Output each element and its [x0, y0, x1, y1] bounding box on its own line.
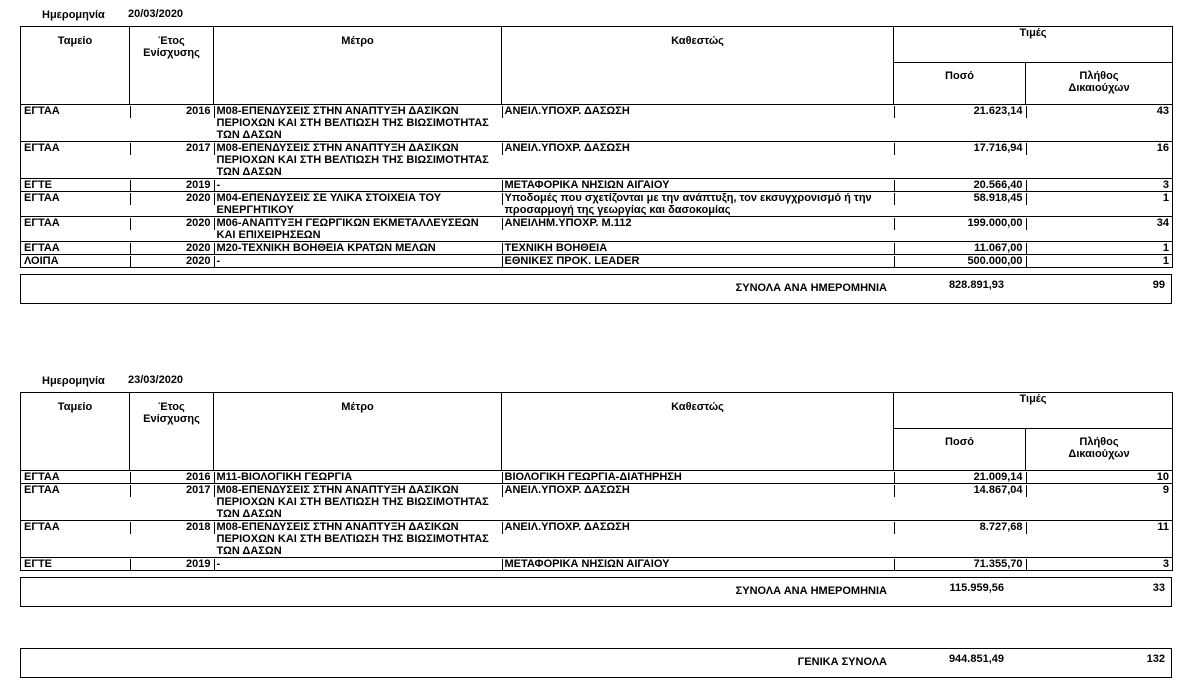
- cell-year: 2019: [130, 179, 214, 192]
- report-section-2: [20, 372, 1172, 607]
- date-label: Ημερομηνία: [42, 9, 105, 21]
- cell-year: 2017: [130, 484, 214, 521]
- header-tameio: Ταμείο: [21, 27, 130, 105]
- date-line: [20, 372, 1172, 392]
- cell-fund: ΕΓΤΑΑ: [21, 217, 130, 242]
- cell-amount: 11.067,00: [894, 242, 1026, 255]
- table-row: [21, 242, 1173, 255]
- cell-amount: 17.716,94: [894, 142, 1026, 179]
- cell-measure: -: [214, 179, 502, 192]
- cell-year: 2016: [130, 105, 214, 142]
- cell-measure: Μ04-ΕΠΕΝΔΥΣΕΙΣ ΣΕ ΥΛΙΚΑ ΣΤΟΙΧΕΙΑ ΤΟΥ ΕΝΕΡΓΗΤΙΚΟΥ: [214, 192, 502, 217]
- table-row: [21, 484, 1173, 521]
- cell-fund: ΕΓΤΑΑ: [21, 192, 130, 217]
- cell-year: 2016: [130, 471, 214, 484]
- cell-fund: ΛΟΙΠΑ: [21, 255, 130, 268]
- header-etos: Έτος Ενίσχυσης: [130, 27, 214, 105]
- cell-fund: ΕΓΤΕ: [21, 179, 130, 192]
- cell-measure: Μ20-ΤΕΧΝΙΚΗ ΒΟΗΘΕΙΑ ΚΡΑΤΩΝ ΜΕΛΩΝ: [214, 242, 502, 255]
- cell-status: ΜΕΤΑΦΟΡΙΚΑ ΝΗΣΙΩΝ ΑΙΓΑΙΟΥ: [502, 179, 894, 192]
- header-etos: Έτος Ενίσχυσης: [130, 393, 214, 471]
- header-metro: Μέτρο: [214, 393, 502, 471]
- cell-fund: ΕΓΤΑΑ: [21, 142, 130, 179]
- cell-amount: 58.918,45: [894, 192, 1026, 217]
- cell-year: 2020: [130, 217, 214, 242]
- cell-count: 1: [1026, 192, 1173, 217]
- header-tameio: Ταμείο: [21, 393, 130, 471]
- header-times: Τιμές: [894, 393, 1173, 429]
- totals-label: ΣΥΝΟΛΑ ΑΝΑ ΗΜΕΡΟΜΗΝΙΑ: [735, 282, 887, 294]
- table-row: [21, 558, 1173, 571]
- table-row: [21, 217, 1173, 242]
- cell-year: 2017: [130, 142, 214, 179]
- cell-measure: Μ08-ΕΠΕΝΔΥΣΕΙΣ ΣΤΗΝ ΑΝΑΠΤΥΞΗ ΔΑΣΙΚΩΝ ΠΕΡΙΟΧΩΝ ΚΑΙ ΣΤΗ ΒΕΛΤΙΩΣΗ ΤΗΣ ΒΙΩΣΙΜΟΤΗΤΑΣ ΤΩΝ ΔΑΣΩΝ: [214, 521, 502, 558]
- cell-status: ΑΝΕΙΛ.ΥΠΟΧΡ. ΔΑΣΩΣΗ: [502, 484, 894, 521]
- table-row: [21, 105, 1173, 142]
- cell-fund: ΕΓΤΑΑ: [21, 484, 130, 521]
- cell-count: 34: [1026, 217, 1173, 242]
- cell-status: Υποδομές που σχετίζονται με την ανάπτυξη, τον εκσυγχρονισμό ή την προσαρμογή της γεωργίας και δασοκομίας: [502, 192, 894, 217]
- header-poso: Ποσό: [894, 63, 1026, 105]
- cell-measure: -: [214, 255, 502, 268]
- cell-year: 2020: [130, 192, 214, 217]
- cell-measure: Μ06-ΑΝΑΠΤΥΞΗ ΓΕΩΡΓΙΚΩΝ ΕΚΜΕΤΑΛΛΕΥΣΕΩΝ ΚΑΙ ΕΠΙΧΕΙΡΗΣΕΩΝ: [214, 217, 502, 242]
- cell-year: 2019: [130, 558, 214, 571]
- cell-fund: ΕΓΤΑΑ: [21, 471, 130, 484]
- cell-amount: 20.566,40: [894, 179, 1026, 192]
- cell-amount: 14.867,04: [894, 484, 1026, 521]
- date-line: [20, 6, 1172, 26]
- header-plithos: Πλήθος Δικαιούχων: [1026, 63, 1173, 105]
- cell-measure: Μ11-ΒΙΟΛΟΓΙΚΗ ΓΕΩΡΓΙΑ: [214, 471, 502, 484]
- table-row: [21, 142, 1173, 179]
- report-section-1: [20, 6, 1172, 304]
- header-kathestos: Καθεστώς: [502, 393, 894, 471]
- cell-count: 3: [1026, 558, 1173, 571]
- cell-fund: ΕΓΤΑΑ: [21, 242, 130, 255]
- table-row: [21, 471, 1173, 484]
- cell-status: ΑΝΕΙΛ.ΥΠΟΧΡ. ΔΑΣΩΣΗ: [502, 521, 894, 558]
- cell-count: 43: [1026, 105, 1173, 142]
- report-table: [20, 392, 1173, 571]
- cell-count: 11: [1026, 521, 1173, 558]
- table-row: [21, 179, 1173, 192]
- cell-count: 3: [1026, 179, 1173, 192]
- cell-status: ΑΝΕΙΛΗΜ.ΥΠΟΧΡ. Μ.112: [502, 217, 894, 242]
- cell-count: 1: [1026, 242, 1173, 255]
- cell-fund: ΕΓΤΑΑ: [21, 105, 130, 142]
- date-value: 23/03/2020: [128, 374, 184, 386]
- cell-count: 10: [1026, 471, 1173, 484]
- report-table: [20, 26, 1173, 268]
- grand-totals-box: [20, 648, 1172, 678]
- cell-measure: -: [214, 558, 502, 571]
- header-poso: Ποσό: [894, 429, 1026, 471]
- header-metro: Μέτρο: [214, 27, 502, 105]
- cell-amount: 21.623,14: [894, 105, 1026, 142]
- cell-amount: 71.355,70: [894, 558, 1026, 571]
- cell-fund: ΕΓΤΑΑ: [21, 521, 130, 558]
- cell-amount: 500.000,00: [894, 255, 1026, 268]
- cell-status: ΑΝΕΙΛ.ΥΠΟΧΡ. ΔΑΣΩΣΗ: [502, 142, 894, 179]
- header-kathestos: Καθεστώς: [502, 27, 894, 105]
- header-plithos: Πλήθος Δικαιούχων: [1026, 429, 1173, 471]
- cell-year: 2020: [130, 242, 214, 255]
- totals-amount: 115.959,56: [949, 582, 1004, 594]
- cell-amount: 21.009,14: [894, 471, 1026, 484]
- cell-status: ΒΙΟΛΟΓΙΚΗ ΓΕΩΡΓΙΑ-ΔΙΑΤΗΡΗΣΗ: [502, 471, 894, 484]
- table-row: [21, 255, 1173, 268]
- totals-label: ΣΥΝΟΛΑ ΑΝΑ ΗΜΕΡΟΜΗΝΙΑ: [735, 585, 887, 597]
- cell-amount: 8.727,68: [894, 521, 1026, 558]
- cell-status: ΕΘΝΙΚΕΣ ΠΡΟΚ. LEADER: [502, 255, 894, 268]
- cell-count: 9: [1026, 484, 1173, 521]
- table-row: [21, 521, 1173, 558]
- cell-count: 16: [1026, 142, 1173, 179]
- cell-year: 2018: [130, 521, 214, 558]
- date-totals-box: [20, 577, 1172, 607]
- table-row: [21, 192, 1173, 217]
- header-times: Τιμές: [894, 27, 1173, 63]
- cell-count: 1: [1026, 255, 1173, 268]
- cell-status: ΤΕΧΝΙΚΗ ΒΟΗΘΕΙΑ: [502, 242, 894, 255]
- date-label: Ημερομηνία: [42, 375, 105, 387]
- totals-count: 33: [1152, 582, 1165, 594]
- cell-measure: Μ08-ΕΠΕΝΔΥΣΕΙΣ ΣΤΗΝ ΑΝΑΠΤΥΞΗ ΔΑΣΙΚΩΝ ΠΕΡΙΟΧΩΝ ΚΑΙ ΣΤΗ ΒΕΛΤΙΩΣΗ ΤΗΣ ΒΙΩΣΙΜΟΤΗΤΑΣ ΤΩΝ ΔΑΣΩΝ: [214, 142, 502, 179]
- cell-measure: Μ08-ΕΠΕΝΔΥΣΕΙΣ ΣΤΗΝ ΑΝΑΠΤΥΞΗ ΔΑΣΙΚΩΝ ΠΕΡΙΟΧΩΝ ΚΑΙ ΣΤΗ ΒΕΛΤΙΩΣΗ ΤΗΣ ΒΙΩΣΙΜΟΤΗΤΑΣ ΤΩΝ ΔΑΣΩΝ: [214, 484, 502, 521]
- date-totals-box: [20, 274, 1172, 304]
- grand-totals-count: 132: [1146, 653, 1165, 665]
- cell-measure: Μ08-ΕΠΕΝΔΥΣΕΙΣ ΣΤΗΝ ΑΝΑΠΤΥΞΗ ΔΑΣΙΚΩΝ ΠΕΡΙΟΧΩΝ ΚΑΙ ΣΤΗ ΒΕΛΤΙΩΣΗ ΤΗΣ ΒΙΩΣΙΜΟΤΗΤΑΣ ΤΩΝ ΔΑΣΩΝ: [214, 105, 502, 142]
- cell-amount: 199.000,00: [894, 217, 1026, 242]
- date-value: 20/03/2020: [128, 8, 184, 20]
- totals-count: 99: [1152, 279, 1165, 291]
- grand-totals-label: ΓΕΝΙΚΑ ΣΥΝΟΛΑ: [797, 656, 887, 668]
- grand-totals-amount: 944.851,49: [948, 653, 1004, 665]
- totals-amount: 828.891,93: [948, 279, 1004, 291]
- cell-year: 2020: [130, 255, 214, 268]
- cell-fund: ΕΓΤΕ: [21, 558, 130, 571]
- cell-status: ΜΕΤΑΦΟΡΙΚΑ ΝΗΣΙΩΝ ΑΙΓΑΙΟΥ: [502, 558, 894, 571]
- cell-status: ΑΝΕΙΛ.ΥΠΟΧΡ. ΔΑΣΩΣΗ: [502, 105, 894, 142]
